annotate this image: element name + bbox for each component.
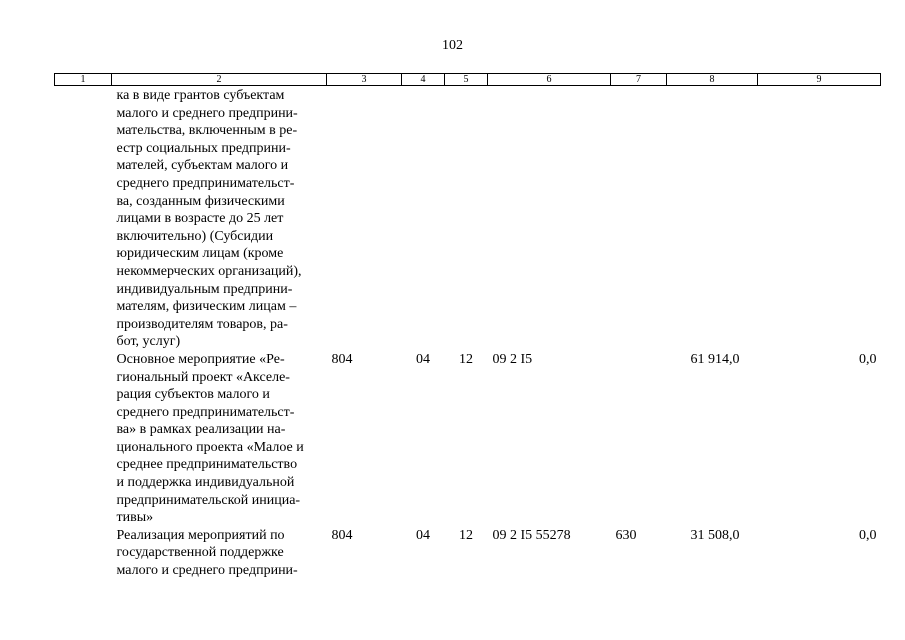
column-number-7: 7: [611, 74, 667, 86]
amount-cell: 61 914,0: [690, 351, 740, 367]
column-number-1: 1: [55, 74, 112, 86]
expense-type-cell: [611, 86, 667, 351]
expense-type-cell: 630: [615, 527, 637, 543]
column-number-6: 6: [488, 74, 611, 86]
section-code-cell: 04: [416, 527, 430, 543]
amount-secondary-cell: [758, 86, 881, 351]
target-article-cell: [488, 86, 611, 351]
row-number-cell: [55, 86, 112, 351]
column-number-3: 3: [327, 74, 402, 86]
table-row: [55, 86, 881, 351]
amount-secondary-cell: 0,0: [859, 527, 877, 543]
row-number-cell: [55, 527, 112, 580]
item-name-cell: Реализация мероприятий по государственной поддержке малого и среднего предприни-: [116, 527, 298, 579]
subsection-code-cell: 12: [459, 351, 473, 367]
table-row: [55, 351, 881, 527]
section-code-cell: [402, 86, 445, 351]
column-number-5: 5: [445, 74, 488, 86]
budget-table: [54, 73, 881, 580]
item-name-cell: ка в виде грантов субъектам малого и среднего предприни- мательства, включенным в ре- естр социальных предприни- мателей, субъектам малого и среднего предпринимательст- ва, созданным физическими лицами в возрасте до 25 лет включительно) (Субсидии юридическим лицам (кроме некоммерческих организаций), индивидуальным предприни- мателям, физическим лицам – производителям товаров, ра- бот, услуг): [116, 88, 302, 350]
amount-cell: 31 508,0: [690, 527, 740, 543]
amount-cell: [667, 86, 758, 351]
ministry-code-cell: [327, 86, 402, 351]
column-number-8: 8: [667, 74, 758, 86]
page-number: 102: [442, 38, 463, 53]
row-number-cell: [55, 351, 112, 527]
column-number-header-row: [55, 74, 881, 86]
column-number-4: 4: [402, 74, 445, 86]
amount-secondary-cell: 0,0: [859, 351, 877, 367]
column-number-9: 9: [758, 74, 881, 86]
target-article-cell: 09 2 I5 55278: [492, 527, 571, 543]
ministry-code-cell: 804: [331, 527, 353, 543]
section-code-cell: 04: [416, 351, 430, 367]
expense-type-cell: [611, 351, 667, 527]
column-number-2: 2: [112, 74, 327, 86]
table-row: [55, 527, 881, 580]
ministry-code-cell: 804: [331, 351, 353, 367]
subsection-code-cell: 12: [459, 527, 473, 543]
target-article-cell: 09 2 I5: [492, 351, 533, 367]
subsection-code-cell: [445, 86, 488, 351]
item-name-cell: Основное мероприятие «Ре- гиональный проект «Акселе- рация субъектов малого и среднего предпринимательст- ва» в рамках реализации на- ционального проекта «Малое и среднее предпринимательство и поддержка индивидуальной предпринимательской инициа- тивы»: [116, 351, 304, 526]
